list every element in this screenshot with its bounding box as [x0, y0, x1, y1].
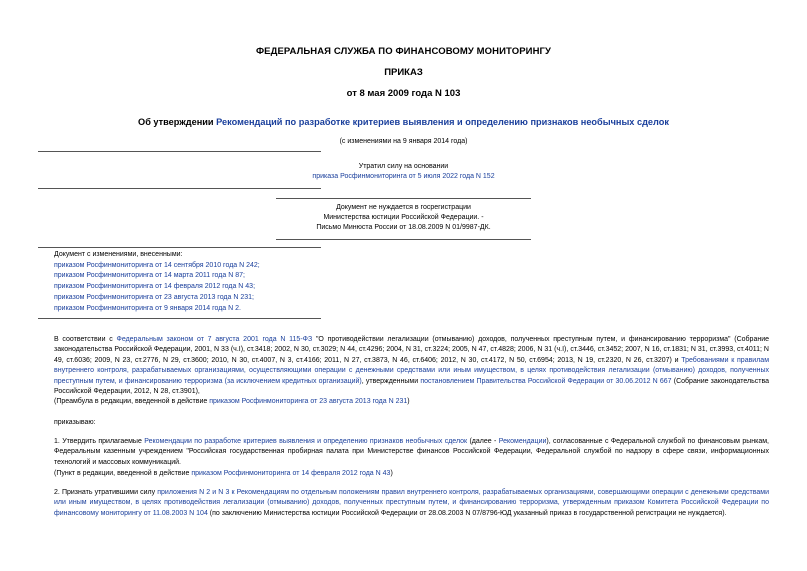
preamble-edit-link[interactable]: приказом Росфинмониторинга от 23 августа 2013 года N 231: [209, 398, 408, 405]
divider: [38, 247, 321, 248]
registration-notice: [0, 203, 807, 233]
federal-law-link[interactable]: Федеральным законом от 7 августа 2001 года N 115-ФЗ: [116, 336, 313, 343]
divider: [38, 151, 321, 152]
change-link[interactable]: приказом Росфинмониторинга от 14 сентября 2010 года N 242;: [54, 261, 260, 269]
recommendations-link[interactable]: Рекомендации по разработке критериев выявления и определению признаков необычных сделок: [144, 438, 468, 445]
void-notice-link[interactable]: приказа Росфинмониторинга от 5 июля 2022 года N 152: [312, 173, 495, 180]
document-type-heading: ПРИКАЗ: [384, 67, 423, 78]
divider: [38, 188, 321, 189]
item-1-paragraph: 1. Утвердить прилагаемые Рекомендации по разработке критериев выявления и определению признаков необычных сделок (далее - Рекомендации), согласованные с Федеральной службой по финансовым рынкам, Федеральным казенным учреждением "Российская государственная пробирная палата при Министерстве финансов Российской Федерации, Федеральной службой по надзору в сфере связи, информационных технологий и массовых коммуникаций.: [54, 438, 769, 466]
document-title: [0, 117, 807, 127]
registration-line-1: Документ не нуждается в госрегистрации: [336, 204, 471, 211]
change-link[interactable]: приказом Росфинмониторинга от 9 января 2014 года N 2.: [54, 304, 241, 312]
registration-line-3: Письмо Минюста России от 18.08.2009 N 01/9987-ДК.: [316, 224, 491, 231]
agency-heading: ФЕДЕРАЛЬНАЯ СЛУЖБА ПО ФИНАНСОВОМУ МОНИТОРИНГУ: [255, 46, 552, 57]
preamble-text: , утвержденными: [361, 377, 421, 385]
void-notice: [0, 162, 807, 182]
changes-heading: Документ с изменениями, внесенными:: [54, 251, 183, 258]
requirements-link[interactable]: Требованиями к правилам внутреннего контроля, разрабатываемых организациями, осуществляющими операции с денежными средствами или иным имуществом, в целях противодействия легализации (отмыванию) доходов, полученных преступным путем, и финансированию терроризма (за исключением кредитных организаций): [54, 356, 770, 385]
preamble-paragraph: [54, 335, 769, 397]
title-prefix: Об утверждении: [138, 117, 217, 127]
preamble-text: "О противодействии легализации (отмыванию) доходов, полученных преступным путем, и финансированию терроризма" (Собрание законодательства Российской Федерации, 2001, N 33 (ч.I), ст.3418; 2002, N 30, ст.3029; N 44, ст.4296; 2004, N 31, ст.3224; 2005, N 47, ст.4828; 2006, N 31 (ч.I), ст.3446, ст.3452; 2007, N 16, ст.1831; N 31, ст.3993, ст.4011; N 49, ст.6036; 2009, N 23, ст.2776, N 29, ст.3600; 2010, N 30, ст.4007, N 3, ст.4166; 2011, N 27, ст.3873, N 46, ст.6406; 2012, N 30, ст.4172, N 50, ст.6954; 2013, N 19, ст.2320, N 26, ст.3207) и: [54, 336, 770, 364]
change-link[interactable]: приказом Росфинмониторинга от 14 февраля 2012 года N 43;: [54, 283, 256, 291]
item-1-edit-link[interactable]: приказом Росфинмониторинга от 14 февраля 2012 года N 43: [191, 470, 391, 477]
date-number-heading: от 8 мая 2009 года N 103: [346, 88, 461, 99]
item-1-edit-note: (Пункт в редакции, введенной в действие приказом Росфинмониторинга от 14 февраля 2012 года N 43): [54, 470, 393, 477]
order-word: приказываю:: [54, 419, 96, 426]
registration-line-2: Министерства юстиции Российской Федерации. -: [323, 214, 484, 221]
divider: [276, 198, 531, 199]
preamble-text: В соответствии с: [54, 336, 117, 343]
item-2-paragraph: 2. Признать утратившими силу приложения N 2 и N 3 к Рекомендациям по отдельным положениям правил внутреннего контроля, разрабатываемых организациями, совершающими операции с денежными средствами или иным имуществом, в целях противодействия легализации (отмыванию) доходов, полученных преступным путем, и финансированию терроризма, утвержденным приказом Комитета Российской Федерации по финансовому мониторингу от 11.08.2003 N 104 (по заключению Министерства юстиции Российской Федерации от 28.08.2003 N 07/8796-ЮД указанный приказ в государственной регистрации не нуждается).: [54, 489, 769, 517]
void-notice-text: Утратил силу на основании: [358, 163, 449, 170]
change-link[interactable]: приказом Росфинмониторинга от 14 марта 2011 года N 87;: [54, 272, 245, 280]
preamble-edit-note: (Преамбула в редакции, введенной в действие приказом Росфинмониторинга от 23 августа 2013 года N 231): [54, 398, 410, 405]
changes-list: [54, 250, 260, 314]
amendment-note: (с изменениями на 9 января 2014 года): [339, 138, 468, 145]
change-link[interactable]: приказом Росфинмониторинга от 23 августа 2013 года N 231;: [54, 293, 254, 301]
government-decree-link[interactable]: постановлением Правительства Российской Федерации от 30.06.2012 N 667: [420, 377, 672, 385]
annexes-link[interactable]: приложения N 2 и N 3 к Рекомендациям по отдельным положениям правил внутреннего контроля, разрабатываемых организациями, совершающими операции с денежными средствами или иным имуществом, в целях противодействия легализации (отмыванию) доходов, полученных преступным путем, и финансированию терроризма, утвержденным приказом Комитета Российской Федерации по финансовому мониторингу от 11.08.2003 N 104: [54, 489, 769, 517]
preamble-text: (Собрание законодательства Российской Федерации, 2012, N 28, ст.3901),: [54, 377, 769, 396]
divider: [38, 318, 321, 319]
divider: [276, 239, 531, 240]
recommendations-short-link[interactable]: Рекомендации: [498, 438, 547, 445]
title-link[interactable]: Рекомендаций по разработке критериев выявления и определению признаков необычных сделок: [216, 117, 669, 127]
